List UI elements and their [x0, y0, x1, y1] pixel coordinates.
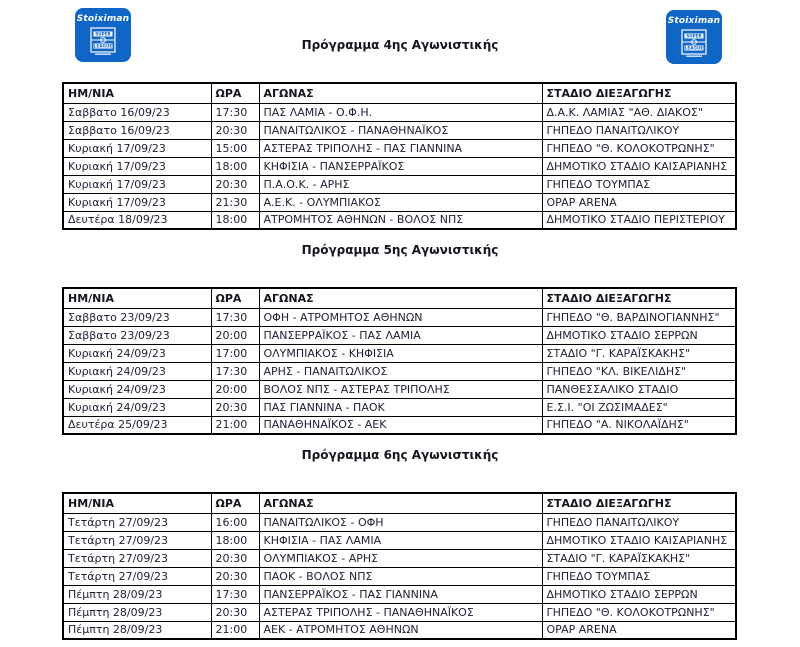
- cell-match: ΚΗΦΙΣΙΑ - ΠΑΣ ΛΑΜΙΑ: [259, 531, 542, 549]
- cell-venue: ΔΗΜΟΤΙΚΟ ΣΤΑΔΙΟ ΣΕΡΡΩΝ: [542, 326, 736, 344]
- table-row: [63, 157, 736, 175]
- table-header-row: [63, 493, 736, 513]
- cell-time: 17:30: [211, 585, 259, 603]
- table-row: [63, 308, 736, 326]
- cell-venue: ΓΗΠΕΔΟ "Α. ΝΙΚΟΛΑΪΔΗΣ": [542, 416, 736, 434]
- table-row: [63, 175, 736, 193]
- cell-match: ΑΤΡΟΜΗΤΟΣ ΑΘΗΝΩΝ - ΒΟΛΟΣ ΝΠΣ: [259, 211, 542, 229]
- schedule-table-matchday-5: [62, 287, 737, 435]
- cell-match: ΑΣΤΕΡΑΣ ΤΡΙΠΟΛΗΣ - ΠΑΣ ΓΙΑΝΝΙΝΑ: [259, 139, 542, 157]
- cell-venue: ΔΗΜΟΤΙΚΟ ΣΤΑΔΙΟ ΠΕΡΙΣΤΕΡΙΟΥ: [542, 211, 736, 229]
- cell-venue: ΣΤΑΔΙΟ "Γ. ΚΑΡΑΪΣΚΑΚΗΣ": [542, 344, 736, 362]
- table-row: [63, 139, 736, 157]
- stoiximan-logo-right: [666, 10, 722, 64]
- table-row: [63, 344, 736, 362]
- cell-date: Κυριακή 24/09/23: [63, 398, 211, 416]
- table-row: [63, 567, 736, 585]
- cell-time: 21:00: [211, 621, 259, 639]
- cell-date: Κυριακή 17/09/23: [63, 139, 211, 157]
- table-row: [63, 193, 736, 211]
- cell-venue: ΔΗΜΟΤΙΚΟ ΣΤΑΔΙΟ ΣΕΡΡΩΝ: [542, 585, 736, 603]
- table-row: [63, 603, 736, 621]
- cell-time: 20:30: [211, 175, 259, 193]
- cell-venue: OPAP ARENA: [542, 193, 736, 211]
- cell-venue: ΓΗΠΕΔΟ ΠΑΝΑΙΤΩΛΙΚΟΥ: [542, 121, 736, 139]
- cell-time: 20:30: [211, 603, 259, 621]
- cell-time: 18:00: [211, 157, 259, 175]
- cell-venue: ΔΗΜΟΤΙΚΟ ΣΤΑΔΙΟ ΚΑΙΣΑΡΙΑΝΗΣ: [542, 531, 736, 549]
- section-title-matchday-6: Πρόγραμμα 6ης Αγωνιστικής: [301, 448, 499, 462]
- cell-time: 20:00: [211, 326, 259, 344]
- cell-time: 17:30: [211, 103, 259, 121]
- cell-match: ΚΗΦΙΣΙΑ - ΠΑΝΣΕΡΡΑΪΚΟΣ: [259, 157, 542, 175]
- cell-venue: Ε.Σ.Ι. "ΟΙ ΖΩΣΙΜΑΔΕΣ": [542, 398, 736, 416]
- cell-match: ΟΛΥΜΠΙΑΚΟΣ - ΚΗΦΙΣΙΑ: [259, 344, 542, 362]
- cell-match: ΠΑΝΑΙΤΩΛΙΚΟΣ - ΠΑΝΑΘΗΝΑΪΚΟΣ: [259, 121, 542, 139]
- table-row: [63, 362, 736, 380]
- cell-match: ΠΑΝΑΘΗΝΑΪΚΟΣ - ΑΕΚ: [259, 416, 542, 434]
- cell-venue: ΔΗΜΟΤΙΚΟ ΣΤΑΔΙΟ ΚΑΙΣΑΡΙΑΝΗΣ: [542, 157, 736, 175]
- column-header-venue: ΣΤΑΔΙΟ ΔΙΕΞΑΓΩΓΗΣ: [542, 83, 736, 103]
- cell-date: Τετάρτη 27/09/23: [63, 549, 211, 567]
- column-header-time: ΩΡΑ: [211, 493, 259, 513]
- column-header-date: ΗΜ/ΝΙΑ: [63, 83, 211, 103]
- cell-match: ΒΟΛΟΣ ΝΠΣ - ΑΣΤΕΡΑΣ ΤΡΙΠΟΛΗΣ: [259, 380, 542, 398]
- cell-date: Σαββατο 16/09/23: [63, 103, 211, 121]
- cell-venue: ΓΗΠΕΔΟ "ΚΛ. ΒΙΚΕΛΙΔΗΣ": [542, 362, 736, 380]
- schedule-table-matchday-4: [62, 82, 737, 230]
- column-header-venue: ΣΤΑΔΙΟ ΔΙΕΞΑΓΩΓΗΣ: [542, 493, 736, 513]
- cell-date: Κυριακή 17/09/23: [63, 193, 211, 211]
- cell-date: Πέμπτη 28/09/23: [63, 585, 211, 603]
- cell-date: Τετάρτη 27/09/23: [63, 513, 211, 531]
- cell-time: 17:30: [211, 362, 259, 380]
- cell-time: 20:30: [211, 398, 259, 416]
- cell-time: 17:30: [211, 308, 259, 326]
- cell-venue: ΓΗΠΕΔΟ "Θ. ΒΑΡΔΙΝΟΓΙΑΝΝΗΣ": [542, 308, 736, 326]
- cell-time: 15:00: [211, 139, 259, 157]
- cell-match: Α.Ε.Κ. - ΟΛΥΜΠΙΑΚΟΣ: [259, 193, 542, 211]
- cell-date: Τετάρτη 27/09/23: [63, 567, 211, 585]
- svg-text:LEAGUE: LEAGUE: [93, 43, 113, 49]
- table-header-row: [63, 288, 736, 308]
- cell-match: ΠΑΝΑΙΤΩΛΙΚΟΣ - ΟΦΗ: [259, 513, 542, 531]
- table-row: [63, 211, 736, 229]
- cell-venue: ΠΑΝΘΕΣΣΑΛΙΚΟ ΣΤΑΔΙΟ: [542, 380, 736, 398]
- table-row: [63, 549, 736, 567]
- table-row: [63, 380, 736, 398]
- cell-match: ΑΕΚ - ΑΤΡΟΜΗΤΟΣ ΑΘΗΝΩΝ: [259, 621, 542, 639]
- column-header-date: ΗΜ/ΝΙΑ: [63, 288, 211, 308]
- cell-time: 17:00: [211, 344, 259, 362]
- table-row: [63, 103, 736, 121]
- section-title-matchday-5: Πρόγραμμα 5ης Αγωνιστικής: [301, 243, 499, 257]
- cell-match: ΟΛΥΜΠΙΑΚΟΣ - ΑΡΗΣ: [259, 549, 542, 567]
- column-header-match: ΑΓΩΝΑΣ: [259, 493, 542, 513]
- cell-venue: ΓΗΠΕΔΟ "Θ. ΚΟΛΟΚΟΤΡΩΝΗΣ": [542, 603, 736, 621]
- cell-date: Σαββατο 23/09/23: [63, 308, 211, 326]
- table-row: [63, 513, 736, 531]
- stoiximan-logo-left: [75, 8, 131, 62]
- table-row: [63, 531, 736, 549]
- cell-time: 20:30: [211, 121, 259, 139]
- cell-venue: ΓΗΠΕΔΟ ΤΟΥΜΠΑΣ: [542, 567, 736, 585]
- column-header-venue: ΣΤΑΔΙΟ ΔΙΕΞΑΓΩΓΗΣ: [542, 288, 736, 308]
- cell-date: Πέμπτη 28/09/23: [63, 603, 211, 621]
- cell-time: 16:00: [211, 513, 259, 531]
- cell-time: 18:00: [211, 531, 259, 549]
- stoiximan-wordmark: Stoiximan: [76, 14, 130, 24]
- cell-match: ΠΑΣ ΓΙΑΝΝΙΝΑ - ΠΑΟΚ: [259, 398, 542, 416]
- cell-date: Σαββατο 23/09/23: [63, 326, 211, 344]
- cell-date: Κυριακή 24/09/23: [63, 380, 211, 398]
- table-header-row: [63, 83, 736, 103]
- cell-date: Τετάρτη 27/09/23: [63, 531, 211, 549]
- column-header-match: ΑΓΩΝΑΣ: [259, 83, 542, 103]
- column-header-match: ΑΓΩΝΑΣ: [259, 288, 542, 308]
- cell-venue: ΓΗΠΕΔΟ ΠΑΝΑΙΤΩΛΙΚΟΥ: [542, 513, 736, 531]
- cell-match: ΠΑΣ ΛΑΜΙΑ - Ο.Φ.Η.: [259, 103, 542, 121]
- cell-venue: ΣΤΑΔΙΟ "Γ. ΚΑΡΑΪΣΚΑΚΗΣ": [542, 549, 736, 567]
- cell-match: ΑΣΤΕΡΑΣ ΤΡΙΠΟΛΗΣ - ΠΑΝΑΘΗΝΑΪΚΟΣ: [259, 603, 542, 621]
- column-header-time: ΩΡΑ: [211, 288, 259, 308]
- cell-match: ΠΑΝΣΕΡΡΑΪΚΟΣ - ΠΑΣ ΛΑΜΙΑ: [259, 326, 542, 344]
- table-row: [63, 621, 736, 639]
- cell-match: ΠΑΝΣΕΡΡΑΪΚΟΣ - ΠΑΣ ΓΙΑΝΝΙΝΑ: [259, 585, 542, 603]
- cell-venue: ΓΗΠΕΔΟ "Θ. ΚΟΛΟΚΟΤΡΩΝΗΣ": [542, 139, 736, 157]
- cell-date: Κυριακή 17/09/23: [63, 175, 211, 193]
- cell-time: 20:30: [211, 549, 259, 567]
- cell-time: 18:00: [211, 211, 259, 229]
- cell-time: 20:00: [211, 380, 259, 398]
- table-row: [63, 416, 736, 434]
- cell-match: ΠΑΟΚ - ΒΟΛΟΣ ΝΠΣ: [259, 567, 542, 585]
- section-title-matchday-4: Πρόγραμμα 4ης Αγωνιστικής: [301, 38, 499, 52]
- cell-venue: Δ.Α.Κ. ΛΑΜΙΑΣ "ΑΘ. ΔΙΑΚΟΣ": [542, 103, 736, 121]
- column-header-date: ΗΜ/ΝΙΑ: [63, 493, 211, 513]
- column-header-time: ΩΡΑ: [211, 83, 259, 103]
- svg-text:LEAGUE: LEAGUE: [684, 45, 704, 51]
- table-row: [63, 398, 736, 416]
- cell-venue: ΓΗΠΕΔΟ ΤΟΥΜΠΑΣ: [542, 175, 736, 193]
- cell-date: Δευτέρα 25/09/23: [63, 416, 211, 434]
- cell-match: ΑΡΗΣ - ΠΑΝΑΙΤΩΛΙΚΟΣ: [259, 362, 542, 380]
- cell-time: 21:30: [211, 193, 259, 211]
- cell-date: Σαββατο 16/09/23: [63, 121, 211, 139]
- cell-date: Κυριακή 24/09/23: [63, 344, 211, 362]
- table-row: [63, 121, 736, 139]
- svg-text:SUPER: SUPER: [686, 33, 702, 39]
- cell-date: Κυριακή 17/09/23: [63, 157, 211, 175]
- stoiximan-wordmark: Stoiximan: [667, 16, 721, 26]
- cell-date: Πέμπτη 28/09/23: [63, 621, 211, 639]
- table-row: [63, 326, 736, 344]
- svg-text:SUPER: SUPER: [95, 31, 111, 37]
- cell-match: Π.Α.Ο.Κ. - ΑΡΗΣ: [259, 175, 542, 193]
- schedule-table-matchday-6: [62, 492, 737, 640]
- table-row: [63, 585, 736, 603]
- cell-date: Δευτέρα 18/09/23: [63, 211, 211, 229]
- cell-date: Κυριακή 24/09/23: [63, 362, 211, 380]
- cell-match: ΟΦΗ - ΑΤΡΟΜΗΤΟΣ ΑΘΗΝΩΝ: [259, 308, 542, 326]
- cell-time: 21:00: [211, 416, 259, 434]
- cell-time: 20:30: [211, 567, 259, 585]
- cell-venue: OPAP ARENA: [542, 621, 736, 639]
